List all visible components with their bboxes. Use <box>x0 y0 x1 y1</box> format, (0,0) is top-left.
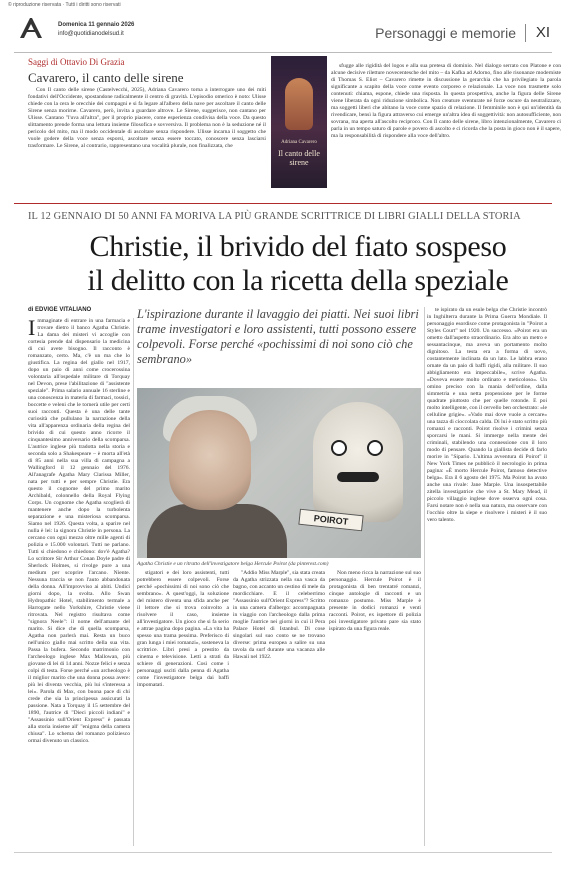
page-header <box>0 12 580 52</box>
article-kicker: IL 12 GENNAIO DI 50 ANNI FA MORIVA LA PIÙ GRANDE SCRITTRICE DI LIBRI GIALLI DELLA STORIA <box>28 211 521 222</box>
page-number: XI <box>535 24 550 41</box>
section-name: Personaggi e memorie <box>375 25 516 41</box>
article-column-4 <box>329 570 421 846</box>
issue-info <box>58 21 134 39</box>
puppet-right-eye <box>367 440 383 456</box>
book-cover-title: Il canto delle sirene <box>278 149 320 167</box>
saggi-column-2 <box>331 63 561 197</box>
saggi-column-1-text: Con Il canto delle sirene (Castelvecchi, 2025), Adriana Cavarero torna a interrogare uno dei miti fondativi dell'Occidente, spostandone radicalmente il centro di gravità. L'episodio omerico è noto: Ulisse chiede con la cera le orecchie dei compagni e si fa legare all'albero della nave per ascoltare il canto delle Sirene senza morirne. Cavarero, però, invita a guardare altrove. Le Sirene, suggerisce, non cantano per Ulisse. Cantano "l'uva all'altra", per il proprio piacere, come esperienza condivisa della voce. Da questo slittamento prende forma una lettura insieme filosofica e sovversiva. Il problema non è la seduzione né il pericolo del mito, ma il modo occidentale di ascoltare senza rispondere. Ulisse incarna il soggetto che vuole godere della voce senza esporsi, ascoltare senza essere toccato, conoscere senza lasciarsi trasformare. Le Sirene, al contrario, rappresentano una vocalità plurale, non finalizzata, che <box>28 87 266 149</box>
photo-portrait-body <box>147 504 287 558</box>
column-rule <box>424 307 425 846</box>
article-byline: di EDVIGE VITALIANO <box>28 307 92 313</box>
book-cover <box>271 56 327 188</box>
book-cover-figure <box>285 78 313 130</box>
article-column-3-text: "Addio Miss Marple", sia stata creata da Agatha strizzata nella sua vasca da bagno, con accanto un cestino di mele da mordicchiare. E il celeberrimo "Assassinio sull'Orient Express"? Scritto in una camera d'albergo: accompagnata in viaggio con l'archeologo dalla prima moglie l'autrice nei giorni in cui il Pera Palace Hotel di Istanbul. Di cose singolari sul suo conto se ne trovano diverse: prima europea a salire su una tavola da surf durante una vacanza alle Hawaii nel 1922. <box>233 570 325 660</box>
article-headline <box>28 230 568 298</box>
article-column-2-text: stigatori e dei loro assistenti, tutti potrebbero essere colpevoli. Forse perché «pochissimi di noi sono ciò che sembrano». A quest'oggi, la soluzione del mistero diventa una sfida anche per il lettore che si trova coinvolto a risolvere il caso, insieme all'investigatore. Un gioco che si fa serio e attrae pagina dopo pagina. «La vita ha spesso una trama pessima. Preferisco di gran lunga i miei romanzi», sosteneva la scrittrice. Libri presi a prestito da cinema e televisione. Letti a strati da schiere di generazioni. Così come i personaggi usciti dalla penna di Agatha come l'investigatore belga dai baffi impomatati. <box>137 570 229 688</box>
article-photo <box>137 388 421 558</box>
puppet-left-eye <box>331 440 347 456</box>
book-cover-author: Adriana Cavarero <box>281 140 317 145</box>
article-column-1-text: mmaginate di entrare in una farmacia e trovare dietro il banco Agatha Christie. La dama dei misteri vi accoglie con cortesia prende dal dispensario la medicina di cui avete bisogno. Il racconto è romanzato, certo. Ma, c'è un ma che lo giustifica. La regina del giallo nel 1917, dopo un paio di anni come crocerossina volontaria all'ospedale militare di Torquay nel Devon, prese l'abilitazione di "assistente speziale". Prima salario annuale 16 sterline e una conoscenza in materia di farmaci, tossici, boccette e veleni che le tornerà utile per certi suoi racconti. Questa è una delle tante curiosità che pullulano la narrazione della vita all'apparenza ordinaria della regina del brivido di cui questo anno ricorre il cinquantesimo anniversario della scomparsa. L'autrice inglese più tradotta nella storia e seconda solo a Shakespeare – è morta all'età di 85 anni nella sua villa di campagna a Wallingford il 12 gennaio del 1976. All'anagrafe Agatha Mary Clarissa Miller, nata per tutti e per sempre Christie. Era questo il cognome del primo marito Archibald, colonnello della Royal Flying Corps. Un cognome che Agatha scoglierà di mantenere anche dopo la turbolenta separazione e una misteriosa scomparsa. Siamo nel 1926. Questa volta, a sparire nel nulla è lei: la signora Christie in persona. La cercano con ogni mezzo oltre mille agenti di polizia e 15.000 volontari. Tutti ne parlano. Tutti si chiedono e chiedono: dov'è Agatha? Lo scrittore Sir Arthur Conan Doyle padre di Sherlock Holmes, si rivolge pure a una medium per scoprire l'arcano. Niente. Nessuna traccia se non l'auto abbandonata della donna. All'improvviso ai abiti. Undici giorni dopo, la svolta. Allo Swan Hydropathic Hotel, stabilimento termale a Harrogate nello Yorkshire, Christie viene ritrovata. Nel registro risultava come "signora Neele": il nome dell'amante del marito. Si dice che di quella scomparsa, Agatha non parlerà mai. Resta un buco nell'unico giallo mai scritto della sua vita. Passa la bufera. Secondo matrimonio con l'archeologo inglese Max Mallowan, più giovane di lei di 14 anni. Nozze felici e senza colpi di testa. Forse perché «un archeologo è il miglior marito che una donna possa avere: più lei diventa vecchia, più lui s'interessa a lei». Parola di Max, con buona pace di chi crede che sia la principessa assicurati la passione. Nata a Torquay il 15 settembre del 1890, l'autrice di "Dieci piccoli indiani" e "Assassinio sull'Orient Express" è passata alla storia insieme all' "enigma della camera chiusa". Lo schema del romanzo poliziesco ormai divenuto un classico. <box>28 318 130 744</box>
issue-date: Domenica 11 gennaio 2026 <box>58 22 135 28</box>
newspaper-logo-icon <box>18 16 44 40</box>
photo-poirot-sign: POIROT <box>298 509 363 532</box>
header-rule <box>14 52 552 53</box>
drop-cap: I <box>28 318 36 340</box>
article-column-5-text: te ispirato da un esule belga che Christie incontrò in Inghilterra durante la Prima Guerra Mondiale. Il personaggio esordisce come protagonista in "Poirot a Styles Court" nel 1920. Un successo. «Poirot era un ometto dall'aspetto straordinario. Era alto un metro e sessantacinque, ma aveva un portamento molto dignitoso. La testa era a forma di uovo, costantemente inclinata da un lato. Le labbra erano ornate da un paio di baffi rigidi, alla militare. Il suo abbigliamento era impeccabile», scrive Agatha. «Doveva essere molto ordinato e meticoloso». Un omino preciso con la mania dell'ordine, dalla simmetria e una netta propensione per le forme quadrate piuttosto che per quelle rotonde. E poi molto intelligente, con il cervello ben orchestrato: «le celluline grigie». «Vado mai dove vuole a cercare» una tazza di cioccolata calda. Di lui è stato scritto più romanzi e racconti. Poirot risolve i crimini senza sporcarsi le mani. Si immerge nella mente dei criminali, stabilendo una connessione con il loro modo di pensare. Quando la giallista decide di farlo morire in "Sipario. L'ultima avventura di Poirot" il New York Times ne pubblicò il necrologio in prima pagina: «È morto Hercule Poirot, famoso detective belga». Era il 6 agosto del 1975. Ma Poirot ha avuto anche una rivale: Jane Marple. Una insospettabile zitella investigatrice che vive a St. Mary Mead, il piccolo villaggio inglese dove osserva ogni cosa. Farsi notare non è nella sua natura, ma osservare con l'occhio oltre la siepe e risolvere i misteri è il suo vero talento. <box>427 307 547 523</box>
photo-portrait-face <box>169 410 251 510</box>
column-rule <box>133 318 134 846</box>
contact-email: info@quotidianodelsud.it <box>58 31 124 37</box>
headline-line-1: Christie, il brivido del fiato sospeso <box>89 230 507 263</box>
article-column-3 <box>233 570 325 846</box>
article-column-2 <box>137 570 229 846</box>
section-divider <box>14 203 552 204</box>
article-column-5 <box>427 307 547 846</box>
headline-line-2: il delitto con la ricetta della speziale <box>87 264 509 297</box>
saggi-kicker: Saggi di Ottavio Di Grazia <box>28 57 125 67</box>
photo-poirot-puppet <box>313 402 403 522</box>
reproduction-notice: © riproduzione riservata · Tutti i diritti sono riservati <box>8 2 121 8</box>
article-column-4-text: Non meno ricca la narrazione sul suo personaggio. Hercule Poirot è il protagonista di ben trentatré romanzi, cinque antologie di racconti e un romanzo postumo. Miss Marple è presente in dodici romanzi e venti racconti. Poirot, ex ispettore di polizia poi investigatore privato pare sia stato ispirato da una figura reale. <box>329 570 421 632</box>
saggi-column-1 <box>28 87 266 197</box>
article-deck: L'ispirazione durante il lavaggio dei piatti. Nei suoi libri trame investigatori e loro assistenti, tutti possono essere colpevoli. Forse perché «pochissimi di noi sono ciò che sembrano» <box>137 307 419 366</box>
article-column-1 <box>28 318 130 846</box>
photo-caption: Agatha Christie e un ritratto dell'investigatore belga Hercule Poirot (da pinterest.com) <box>137 561 329 567</box>
header-separator <box>525 24 526 42</box>
saggi-title: Cavarero, il canto delle sirene <box>28 70 184 85</box>
saggi-column-2-text: sfugge alle rigidità del logos e alla sua pretesa di dominio. Nel dialogo serrato con Platone e con alcune decisive riletture novecentesche del mito – da Kafka ad Adorno, fino alle risonanze moderniste di Thomas S. Eliot – Cavarero rimette in discussione la gerarchia che ha privilegiato la parola significante a scapito della voce come evento corporeo e relazionale. La voce non trasmette solo contenuti: chiama, espone, chiede una risposta. In questa prospettiva, anche la figura delle Sirene viene liberata da ogni riduzione simbolica. Non creature sventurate né forze oscure da neutralizzare, ma soggetti liberi che abitano la voce come spazio di relazione. Il femminile non è qui un'identità da rivendicare, bensì la figura attraverso cui emerge un'altra idea di soggettività: non autosufficiente, non sovrana, ma aperta all'ascolto reciproco. Con Il canto delle sirene, libro intenzionalmente, Cavarero ci parla in un tempo saturo di parole e povero di ascolto e ci ricorda che la posta in gioco non è il sapere, ma la responsabilità di rispondere alla voce dell'altro. <box>331 63 561 139</box>
footer-rule <box>14 852 552 853</box>
puppet-mustache <box>337 472 379 482</box>
